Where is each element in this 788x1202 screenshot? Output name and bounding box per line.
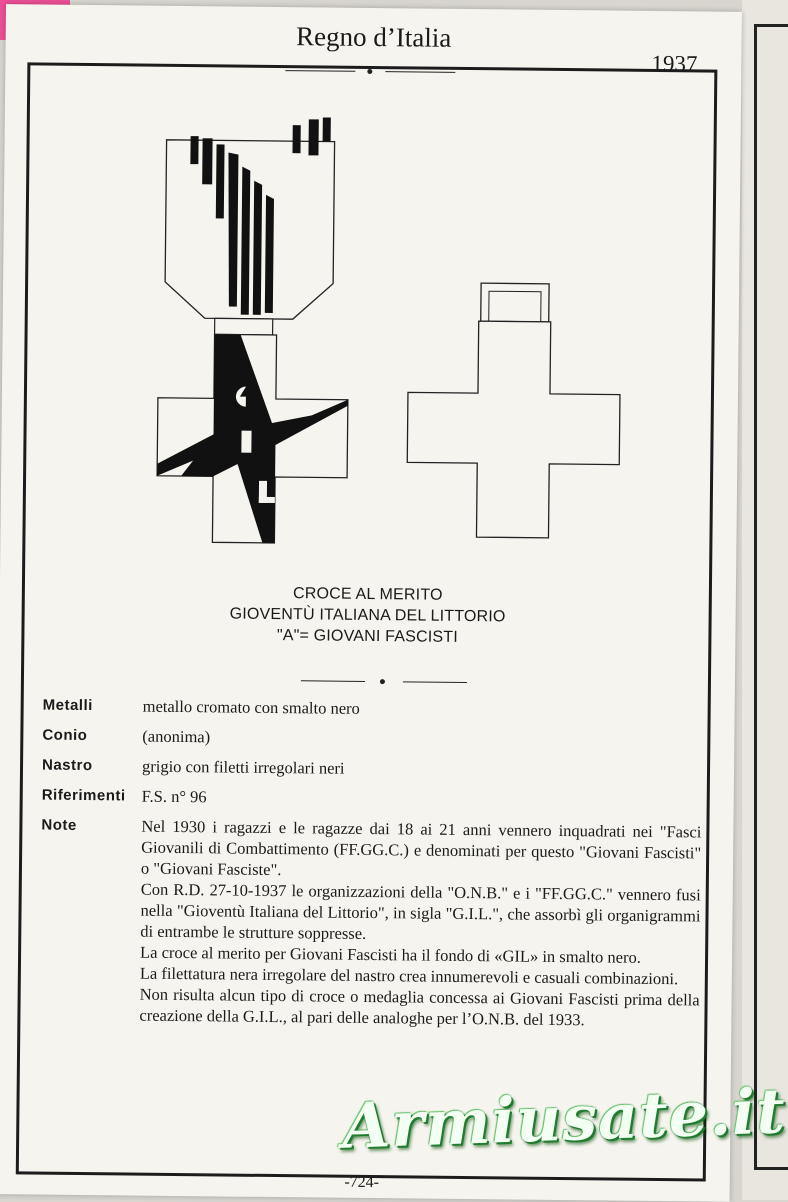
spec-value: metallo cromato con smalto nero [142,696,360,718]
note-paragraph: La filettatura nera irregolare del nastro crea innumerevoli e casuali combinazioni. [139,963,679,989]
medal-back-cross [406,282,621,538]
page-title: Regno d’Italia [295,21,452,53]
book-page [0,4,742,1202]
medal-front-cross [156,334,348,544]
caption-line-2: GIOVENTÙ ITALIANA DEL LITTORIO [229,605,506,626]
spec-value: (anonima) [142,726,211,747]
page-number: -724- [344,1173,380,1192]
note-paragraph: La croce al merito per Giovani Fascisti ha il fondo di «GIL» in smalto nero. [140,942,642,967]
caption-line-3: "A"= GIOVANI FASCISTI [276,627,459,646]
spec-row-references [42,785,752,813]
spec-row-mint [42,725,752,753]
spec-label: Riferimenti [41,786,126,805]
watermark: Armiusate.it [340,1074,788,1163]
caption-line-1: CROCE AL MERITO [292,585,443,604]
page-year: 1937 [651,50,698,77]
notes-text [139,816,701,1032]
spec-label: Note [41,816,77,834]
spec-row-notes [39,815,751,1032]
ribbon-drawing [165,116,335,336]
note-paragraph: Con R.D. 27-10-1937 le organizzazioni della "O.N.B." e i "FF.GG.C." vennero fusi nella "Gioventù Italiana del Littorio", in sigla "G.I.L.", che assorbì gli organigrammi di entrambe le strutture soppresse. [140,879,701,943]
medal-caption [0,580,736,651]
spec-label: Conio [42,726,88,745]
spec-value: F.S. n° 96 [141,786,207,807]
spec-label: Nastro [41,756,93,775]
specifications [39,695,753,1041]
spec-value: grigio con filetti irregolari neri [141,756,345,778]
spec-label: Metalli [42,696,93,715]
medal-illustration [150,114,635,559]
note-paragraph: Nel 1930 i ragazzi e le ragazze dai 18 ai 21 anni vennero inquadrati nei "Fasci Giovanili di Combattimento (FF.GG.C.) e denominati per questo "Giovani Fascisti" o "Giovani Fasciste". [140,816,702,880]
note-paragraph: Non risulta alcun tipo di croce o medaglia concessa ai Giovani Fascisti prima della creazione della G.I.L., al pari delle analoghe per l’O.N.B. del 1933. [139,984,700,1030]
spec-row-ribbon [42,755,752,783]
